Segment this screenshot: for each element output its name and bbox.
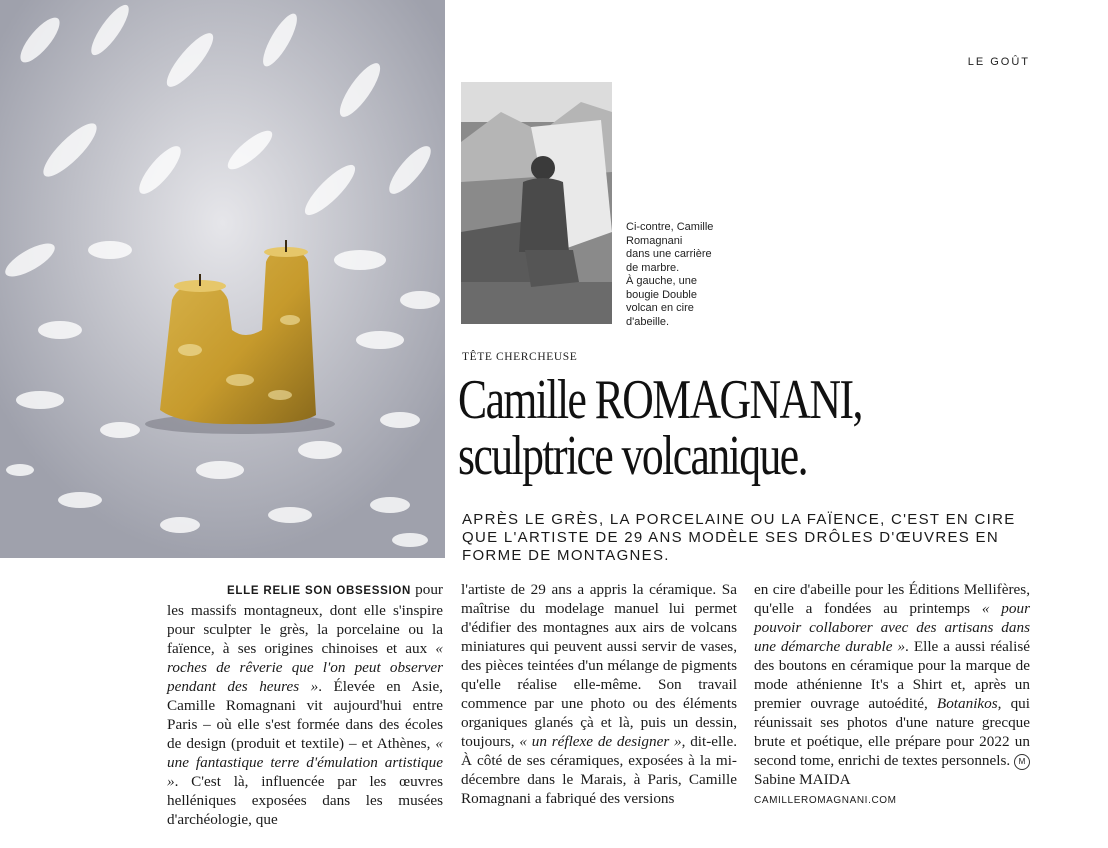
body-text: . Elle a aussi réalisé des boutons en céramique pour la marque de mode athénienne It's a Shirt et, après un premier ouvrage autoédité, — [754, 638, 1030, 712]
quote: « une fantastique terre d'émulation artistique » — [167, 735, 443, 790]
body-text: , dit-elle. À côté de ses céramiques, exposées à la mi-décembre dans le Marais, à Paris, Camille Romagnani a fabriqué des versions — [461, 733, 737, 807]
author-name: Sabine MAIDA — [754, 771, 851, 788]
quote: « un réflexe de designer » — [519, 733, 682, 750]
headline-line-1: Camille ROMAGNANI, — [458, 369, 862, 431]
quote: « roches de rêverie que l'on peut observer pendant des heures » — [167, 640, 443, 695]
body-text: l'artiste de 29 ans a appris la céramique. Sa maîtrise du modelage manuel lui permet d'édifier des montagnes aux airs de volcans miniatures qui peuvent aussi servir de vases, des pièces teintées d'un mélange de pigments qu'elle réalise elle-même. Son travail commence par une photo ou des éléments organiques glanés çà et là, puis un dessin, toujours, — [461, 581, 737, 750]
book-title: Botanikos, — [936, 695, 1002, 712]
body-text: en cire d'abeille pour les Éditions Mellifères, qu'elle a fondées au printemps — [754, 581, 1030, 617]
portrait-photo — [461, 82, 612, 324]
candle-photo-art — [0, 0, 445, 558]
kicker: TÊTE CHERCHEUSE — [462, 351, 578, 363]
quote: « pour pouvoir collaborer avec des artisans dans une démarche durable » — [754, 600, 1030, 655]
body-column-3 — [754, 580, 1030, 810]
photo-caption: Ci-contre, Camille Romagnani dans une carrière de marbre. À gauche, une bougie Double volcan en cire d'abeille. — [626, 221, 714, 328]
lead-in: ELLE RELIE SON OBSESSION — [227, 585, 411, 597]
website-link[interactable]: CAMILLEROMAGNANI.COM — [754, 795, 897, 806]
body-text: . Élevée en Asie, Camille Romagnani vit aujourd'hui entre Paris – où elle s'est formée dans des écoles de design (produit et textile) – et Athènes, — [167, 678, 443, 752]
headline — [458, 369, 942, 487]
body-text: . C'est là, influencée par les œuvres helléniques exposées dans les musées d'archéologie, que — [167, 773, 443, 828]
body-text: qui réunissait ses photos d'une nature grecque brute et poétique, elle prépare pour 2022 un second tome, enrichi de textes personnels. — [754, 695, 1030, 769]
signature-mark-icon: M — [1014, 754, 1030, 770]
body-column-1 — [167, 580, 443, 829]
section-runner: LE GOÛT — [967, 56, 1030, 68]
body-text: pour les massifs montagneux, dont elle s'inspire pour sculpter le grès, la porcelaine ou la faïence, à ses origines chinoises et aux — [167, 581, 443, 657]
standfirst: APRÈS LE GRÈS, LA PORCELAINE OU LA FAÏENCE, C'EST EN CIRE QUE L'ARTISTE DE 29 ANS MODÈLE SES DRÔLES D'ŒUVRES EN FORME DE MONTAGNES. — [462, 511, 1016, 564]
headline-line-2: sculptrice volcanique. — [458, 425, 807, 487]
portrait-photo-art — [461, 82, 612, 324]
body-column-2 — [461, 580, 737, 808]
candle-photo — [0, 0, 445, 558]
